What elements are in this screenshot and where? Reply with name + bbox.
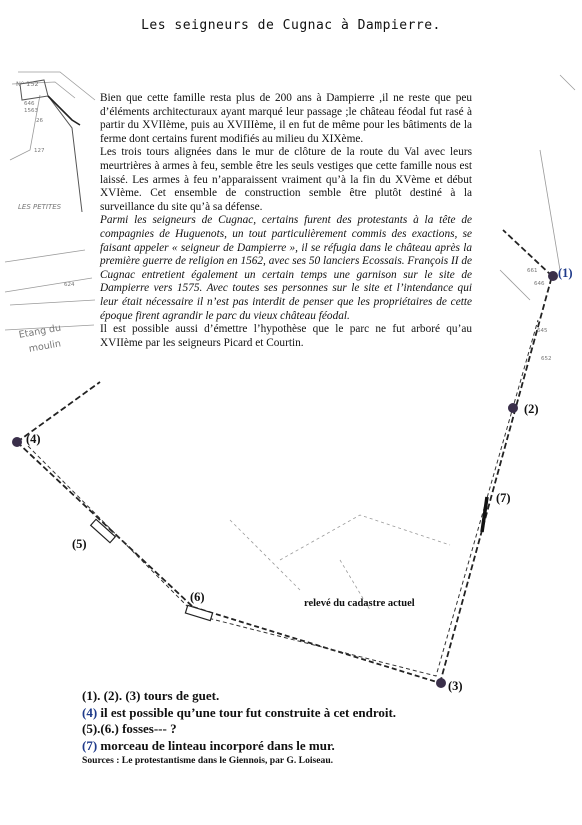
tower-2-dot bbox=[508, 403, 518, 413]
legend-item-fosses: (5).(6.) fosses--- ? bbox=[82, 721, 177, 736]
marker-7-label: (7) bbox=[496, 491, 511, 505]
marker-1-label: (1) bbox=[558, 266, 573, 280]
marker-3-label: (3) bbox=[448, 679, 463, 693]
cadastre-label-moulin: moulin bbox=[28, 338, 62, 355]
tower-1-dot bbox=[548, 271, 558, 281]
paragraph-1: Bien que cette famille resta plus de 200 ans à Dampierre ,il ne reste que peu d’éléments architecturaux ayant marqué leur passage ;le château féodal fut rasé à partir du XVIIème, puis au XVIIIème, il en fut de même pour les bâtiments de la ferme dont certains furent modifiés au milieu du XIXème. bbox=[100, 92, 472, 145]
marker-2-label: (2) bbox=[524, 402, 539, 416]
cadastre-parcel-number: N° 152 bbox=[16, 80, 39, 88]
cadastre-label-646b: 646 bbox=[534, 281, 545, 287]
cadastre-label-1563: 1563 bbox=[24, 108, 38, 114]
cadastre-label-646: 646 bbox=[24, 101, 35, 107]
inner-wall-line bbox=[28, 320, 538, 676]
cadastre-label-26: 26 bbox=[36, 118, 43, 124]
paragraph-2: Les trois tours alignées dans le mur de clôture de la route du Val avec leurs meurtrières à armes à feu, semble être les seuls vestiges que cette famille nous est laissé. Les armes à feu n’apparaissent vraiment qu’à la fin du XVème et début XVIème. Cet ensemble de construction semble être plutôt destiné à la surveillance du site qu’à sa défense. bbox=[100, 146, 472, 213]
page-title: Les seigneurs de Cugnac à Dampierre. bbox=[141, 18, 441, 33]
paragraph-3: Parmi les seigneurs de Cugnac, certains furent des protestants à la tête de compagnies de Huguenots, un tout particulièrement commis des exactions, se faisant appeler « seigneur de Dampierre », il se réfugia dans le château après la première guerre de religion en 1562, avec ses 50 lanciers Ecossais. François II de Cugnac entretient également un certain temps une garnison sur le site de Dampierre vers 1575. Avec toutes ses personnes sur le site et l’intendance qui leur était nécessaire il n’est pas interdit de penser que les propriétaires de cette époque firent agrandir le parc du vieux château féodal. bbox=[100, 214, 472, 322]
article-body bbox=[100, 92, 472, 350]
fosse-6-rect bbox=[185, 605, 212, 620]
cadastre-label-les-petites: LES PETITES bbox=[18, 203, 62, 211]
cadastre-label-652: 652 bbox=[541, 356, 552, 362]
cadastre-label-661: 661 bbox=[527, 268, 538, 274]
cadastre-label-127: 127 bbox=[34, 148, 45, 154]
marker-5-label: (5) bbox=[72, 537, 87, 551]
legend-item-tower-4: (4) il est possible qu’une tour fut construite à cet endroit. bbox=[82, 704, 397, 720]
wall-fragment-top bbox=[48, 96, 80, 125]
wall-segment-west bbox=[17, 442, 193, 607]
cadastre-label-etang: Etang du bbox=[18, 322, 62, 341]
map-caption: relevé du cadastre actuel bbox=[304, 598, 415, 609]
tower-3-dot bbox=[436, 678, 446, 688]
legend-item-linteau: (7) morceau de linteau incorporé dans le mur. bbox=[82, 737, 335, 753]
paragraph-4: Il est possible aussi d’émettre l’hypothèse que le parc ne fut arboré qu’au XVIIème par les seigneurs Picard et Courtin. bbox=[100, 323, 472, 349]
tower-4-dot bbox=[12, 437, 22, 447]
wall-segment-south bbox=[193, 607, 440, 683]
cadastre-label-624: 624 bbox=[64, 282, 75, 288]
marker-4-label: (4) bbox=[26, 432, 41, 446]
marker-6-label: (6) bbox=[190, 590, 205, 604]
legend-item-towers: (1). (2). (3) tours de guet. bbox=[82, 688, 220, 703]
linteau-7-mark bbox=[482, 497, 487, 532]
sources-line: Sources : Le protestantisme dans le Giennois, par G. Loiseau. bbox=[82, 755, 334, 766]
legend bbox=[82, 688, 502, 767]
cadastre-label-645: 645 bbox=[537, 328, 548, 334]
